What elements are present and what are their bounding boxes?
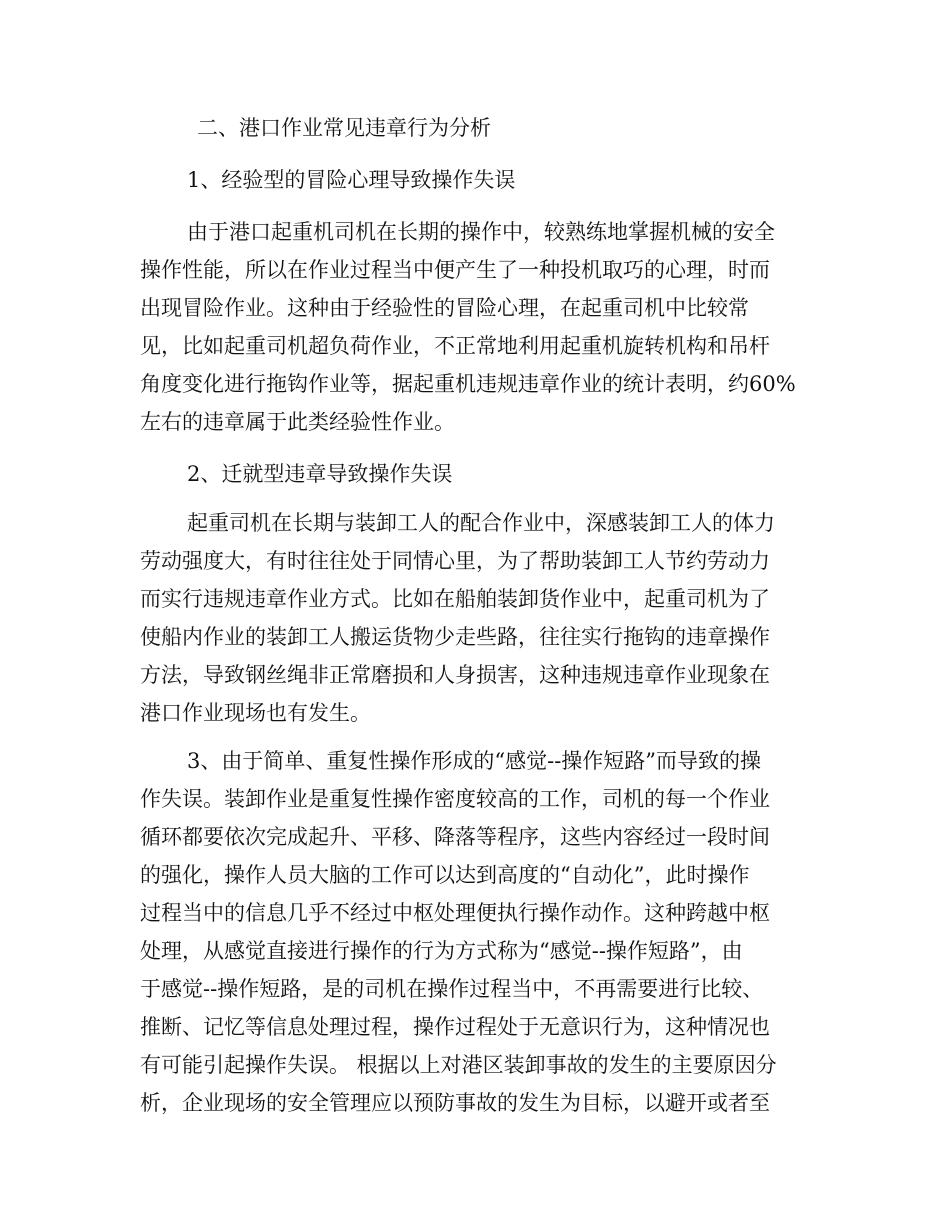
paragraph-line: 见，比如起重司机超负荷作业，不正常地利用起重机旋转机构和吊杆 [140,334,770,358]
paragraph-line: 3、由于简单、重复性操作形成的“感觉--操作短路”而导致的操 [187,749,762,773]
section2-title: 2、迁就型违章导致操作失误 [187,462,453,486]
paragraph-line: 角度变化进行拖钩作业等，据起重机违规违章作业的统计表明，约60% [140,372,796,396]
paragraph-line: 析，企业现场的安全管理应以预防事故的发生为目标，以避开或者至 [140,1091,770,1115]
paragraph-line: 而实行违规违章作业方式。比如在船舶装卸货作业中，起重司机为了 [140,587,770,611]
paragraph-line: 方法，导致钢丝绳非正常磨损和人身损害，这种违规违章作业现象在 [140,663,770,687]
paragraph-line: 推断、记忆等信息处理过程，操作过程处于无意识行为，这种情况也 [140,1015,770,1039]
paragraph-line: 使船内作业的装卸工人搬运货物少走些路，往往实行拖钩的违章操作 [140,625,770,649]
paragraph-line: 起重司机在长期与装卸工人的配合作业中，深感装卸工人的体力 [187,511,775,535]
paragraph-line: 的强化，操作人员大脑的工作可以达到高度的“自动化”，此时操作 [140,863,750,887]
paragraph-line: 操作性能，所以在作业过程当中便产生了一种投机取巧的心理，时而 [140,258,770,282]
paragraph-line: 出现冒险作业。这种由于经验性的冒险心理，在起重司机中比较常 [140,296,749,320]
paragraph-line: 有可能引起操作失误。 根据以上对港区装卸事故的发生的主要原因分 [140,1053,777,1077]
paragraph-line: 左右的违章属于此类经验性作业。 [140,410,455,434]
paragraph-line: 处理，从感觉直接进行操作的行为方式称为“感觉--操作短路”，由 [140,939,743,963]
paragraph-line: 劳动强度大，有时往往处于同情心里，为了帮助装卸工人节约劳动力 [140,549,770,573]
paragraph-line: 作失误。装卸作业是重复性操作密度较高的工作，司机的每一个作业 [140,787,770,811]
paragraph-line: 循环都要依次完成起升、平移、降落等程序，这些内容经过一段时间 [140,825,770,849]
paragraph-line: 由于港口起重机司机在长期的操作中，较熟练地掌握机械的安全 [187,220,775,244]
paragraph-line: 过程当中的信息几乎不经过中枢处理便执行操作动作。这种跨越中枢 [140,901,770,925]
paragraph-line: 于感觉--操作短路，是的司机在操作过程当中，不再需要进行比较、 [140,977,764,1001]
paragraph-line: 港口作业现场也有发生。 [140,701,371,725]
section-heading: 二、港口作业常见违章行为分析 [197,116,491,140]
section1-title: 1、经验型的冒险心理导致操作失误 [187,168,516,192]
